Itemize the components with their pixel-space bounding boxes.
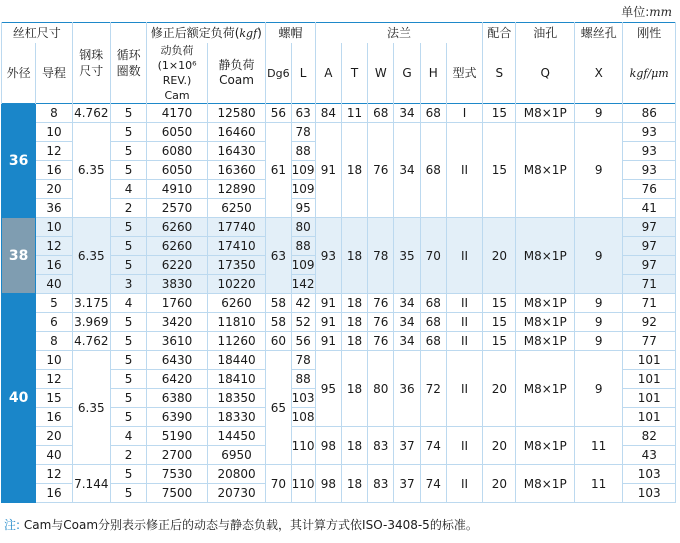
stiffness-cell: 76 [623,180,676,199]
L-cell: 108 [291,408,315,427]
coam-cell: 18440 [207,351,266,370]
H-cell: 74 [420,427,446,465]
H-cell: 70 [420,218,446,294]
lead-cell: 10 [36,218,72,237]
turns-cell: 5 [110,256,146,275]
coam-cell: 18410 [207,370,266,389]
G-cell: 34 [394,313,420,332]
coam-cell: 11810 [207,313,266,332]
table-row [2,332,676,351]
stiffness-cell: 101 [623,370,676,389]
type-cell: II [446,465,482,503]
T-cell: 11 [341,104,367,123]
X-cell: 9 [574,294,622,313]
X-header: X [574,43,622,104]
L-header: L [291,43,315,104]
stiffness-cell: 92 [623,313,676,332]
unit-label: 单位:mm [621,5,672,19]
lead-cell: 12 [36,465,72,484]
turns-cell: 5 [110,237,146,256]
footnote-label: 注: [4,518,21,532]
dg6-cell: 58 [266,294,291,313]
group-38 [2,218,676,294]
ball-cell: 7.144 [72,465,110,503]
screw-size-header: 丝杠尺寸 [2,23,73,44]
turns-cell: 2 [110,199,146,218]
S-cell: 15 [483,123,516,218]
lead-cell: 40 [36,446,72,465]
stiffness-cell: 86 [623,104,676,123]
cam-cell: 3610 [147,332,208,351]
oil-hole-header: 油孔 [516,23,575,44]
X-cell: 9 [574,104,622,123]
lead-cell: 8 [36,332,72,351]
outer-dia-cell: 36 [2,104,36,218]
dg6-cell: 63 [266,218,291,294]
ball-cell: 6.35 [72,218,110,294]
type-cell: II [446,427,482,465]
coam-cell: 10220 [207,275,266,294]
lead-cell: 20 [36,427,72,446]
L-cell: 88 [291,237,315,256]
S-cell: 20 [483,351,516,427]
table-row [2,313,676,332]
table-row [2,351,676,370]
lead-cell: 12 [36,370,72,389]
lead-cell: 20 [36,180,72,199]
H-cell: 72 [420,351,446,427]
turns-cell: 5 [110,142,146,161]
H-cell: 74 [420,465,446,503]
cam-cell: 6050 [147,161,208,180]
turns-cell: 5 [110,161,146,180]
H-header: H [420,43,446,104]
lead-cell: 8 [36,104,72,123]
ball-cell: 3.175 [72,294,110,313]
stiffness-cell: 97 [623,237,676,256]
A-cell: 98 [315,427,341,465]
coam-cell: 12890 [207,180,266,199]
screw-hole-header: 螺丝孔 [574,23,622,44]
turns-cell: 5 [110,465,146,484]
X-cell: 9 [574,351,622,427]
stiffness-cell: 101 [623,351,676,370]
group-40 [2,294,676,503]
flange-header: 法兰 [315,23,482,44]
ball-cell: 6.35 [72,351,110,465]
coam-cell: 20800 [207,465,266,484]
S-cell: 20 [483,465,516,503]
T-cell: 18 [341,218,367,294]
cam-cell: 6390 [147,408,208,427]
turns-cell: 5 [110,332,146,351]
lead-cell: 12 [36,237,72,256]
cam-cell: 6380 [147,389,208,408]
turns-cell: 5 [110,351,146,370]
outer-dia-cell: 38 [2,218,36,294]
coam-cell: 18330 [207,408,266,427]
W-cell: 80 [368,351,394,427]
S-cell: 15 [483,332,516,351]
G-cell: 37 [394,427,420,465]
L-cell: 109 [291,161,315,180]
dg6-cell: 60 [266,332,291,351]
L-cell: 56 [291,332,315,351]
turns-cell: 4 [110,180,146,199]
coam-cell: 17740 [207,218,266,237]
ball-screw-spec-table [1,22,676,503]
stiffness-cell: 97 [623,218,676,237]
W-cell: 76 [368,123,394,218]
type-cell: II [446,351,482,427]
dg6-header: Dg6 [266,43,291,104]
W-cell: 83 [368,427,394,465]
L-cell: 88 [291,370,315,389]
Q-cell: M8×1P [516,427,575,465]
Q-header: Q [516,43,575,104]
Q-cell: M8×1P [516,218,575,294]
T-cell: 18 [341,465,367,503]
X-cell: 11 [574,427,622,465]
G-cell: 34 [394,332,420,351]
W-cell: 68 [368,104,394,123]
coam-cell: 16460 [207,123,266,142]
stiffness-cell: 103 [623,484,676,503]
T-cell: 18 [341,332,367,351]
coam-cell: 6950 [207,446,266,465]
A-cell: 91 [315,332,341,351]
L-cell: 110 [291,427,315,465]
type-cell: II [446,123,482,218]
stiffness-cell: 93 [623,142,676,161]
table-row [2,123,676,142]
cam-cell: 3420 [147,313,208,332]
L-cell: 78 [291,351,315,370]
stiffness-cell: 103 [623,465,676,484]
X-cell: 9 [574,218,622,294]
W-cell: 78 [368,218,394,294]
turns-cell: 2 [110,446,146,465]
ball-size-header: 钢珠 尺寸 [72,23,110,104]
X-cell: 9 [574,123,622,218]
lead-cell: 10 [36,123,72,142]
W-cell: 76 [368,313,394,332]
S-header: S [483,43,516,104]
fit-header: 配合 [483,23,516,44]
type-cell: II [446,294,482,313]
cam-cell: 6260 [147,237,208,256]
cam-cell: 1760 [147,294,208,313]
L-cell: 109 [291,180,315,199]
coam-cell: 11260 [207,332,266,351]
G-cell: 34 [394,104,420,123]
Q-cell: M8×1P [516,465,575,503]
L-cell: 63 [291,104,315,123]
L-cell: 142 [291,275,315,294]
stiffness-unit-header: kgf/μm [623,43,676,104]
dynamic-load-header: 动负荷 (1×10⁶ REV.) Cam [147,43,208,104]
cam-cell: 7530 [147,465,208,484]
type-header: 型式 [446,43,482,104]
T-cell: 18 [341,427,367,465]
cam-cell: 6220 [147,256,208,275]
W-cell: 76 [368,294,394,313]
T-header: T [341,43,367,104]
stiffness-header: 刚性 [623,23,676,44]
L-cell: 103 [291,389,315,408]
L-cell: 80 [291,218,315,237]
type-cell: II [446,313,482,332]
cam-cell: 2570 [147,199,208,218]
H-cell: 68 [420,104,446,123]
coam-cell: 17410 [207,237,266,256]
L-cell: 109 [291,256,315,275]
footnote-text: Cam与Coam分别表示修正后的动态与静态负载，其计算方式依ISO-3408-5的标准。 [20,518,478,532]
turns-cell: 5 [110,408,146,427]
stiffness-cell: 82 [623,427,676,446]
stiffness-cell: 93 [623,161,676,180]
turns-cell: 4 [110,427,146,446]
H-cell: 68 [420,123,446,218]
dg6-cell: 70 [266,465,291,503]
stiffness-cell: 71 [623,294,676,313]
A-cell: 84 [315,104,341,123]
circuits-header: 循环 圈数 [110,23,146,104]
coam-cell: 16430 [207,142,266,161]
lead-cell: 16 [36,484,72,503]
cam-cell: 7500 [147,484,208,503]
cam-cell: 6430 [147,351,208,370]
L-cell: 95 [291,199,315,218]
L-cell: 52 [291,313,315,332]
turns-cell: 5 [110,389,146,408]
cam-cell: 6260 [147,218,208,237]
turns-cell: 5 [110,313,146,332]
Q-cell: M8×1P [516,313,575,332]
S-cell: 20 [483,218,516,294]
T-cell: 18 [341,313,367,332]
group-36 [2,104,676,218]
S-cell: 20 [483,427,516,465]
A-cell: 91 [315,123,341,218]
lead-cell: 10 [36,351,72,370]
S-cell: 15 [483,313,516,332]
outer-dia-header: 外径 [2,43,36,104]
type-cell: I [446,104,482,123]
A-cell: 91 [315,294,341,313]
G-header: G [394,43,420,104]
L-cell: 110 [291,465,315,503]
A-header: A [315,43,341,104]
X-cell: 9 [574,332,622,351]
G-cell: 36 [394,351,420,427]
G-cell: 37 [394,465,420,503]
H-cell: 68 [420,332,446,351]
dg6-cell: 58 [266,313,291,332]
W-cell: 83 [368,465,394,503]
lead-cell: 16 [36,161,72,180]
cam-cell: 2700 [147,446,208,465]
static-load-header: 静负荷 Coam [207,43,266,104]
stiffness-cell: 41 [623,199,676,218]
dg6-cell: 65 [266,351,291,465]
L-cell: 42 [291,294,315,313]
rated-load-header: 修正后额定负荷(kgf) [147,23,266,44]
type-cell: II [446,332,482,351]
ball-cell: 4.762 [72,332,110,351]
stiffness-cell: 43 [623,446,676,465]
W-cell: 76 [368,332,394,351]
coam-cell: 20730 [207,484,266,503]
cam-cell: 4170 [147,104,208,123]
coam-cell: 6260 [207,294,266,313]
coam-cell: 6250 [207,199,266,218]
stiffness-cell: 101 [623,408,676,427]
ball-cell: 4.762 [72,104,110,123]
turns-cell: 5 [110,104,146,123]
A-cell: 91 [315,313,341,332]
table-row [2,104,676,123]
cam-cell: 5190 [147,427,208,446]
G-cell: 34 [394,123,420,218]
turns-cell: 5 [110,218,146,237]
lead-cell: 5 [36,294,72,313]
lead-header: 导程 [36,43,72,104]
lead-cell: 12 [36,142,72,161]
dg6-cell: 61 [266,123,291,218]
table-row [2,294,676,313]
lead-cell: 16 [36,256,72,275]
cam-cell: 6080 [147,142,208,161]
coam-cell: 14450 [207,427,266,446]
H-cell: 68 [420,313,446,332]
turns-cell: 5 [110,370,146,389]
cam-cell: 3830 [147,275,208,294]
Q-cell: M8×1P [516,332,575,351]
L-cell: 88 [291,142,315,161]
outer-dia-cell: 40 [2,294,36,503]
turns-cell: 5 [110,484,146,503]
Q-cell: M8×1P [516,123,575,218]
ball-cell: 6.35 [72,123,110,218]
T-cell: 18 [341,123,367,218]
A-cell: 95 [315,351,341,427]
stiffness-cell: 71 [623,275,676,294]
G-cell: 34 [394,294,420,313]
lead-cell: 16 [36,408,72,427]
cam-cell: 4910 [147,180,208,199]
T-cell: 18 [341,294,367,313]
cam-cell: 6050 [147,123,208,142]
S-cell: 15 [483,294,516,313]
X-cell: 9 [574,313,622,332]
footnote [4,516,478,533]
lead-cell: 15 [36,389,72,408]
stiffness-cell: 101 [623,389,676,408]
lead-cell: 6 [36,313,72,332]
coam-cell: 12580 [207,104,266,123]
lead-cell: 36 [36,199,72,218]
coam-cell: 18350 [207,389,266,408]
coam-cell: 17350 [207,256,266,275]
X-cell: 11 [574,465,622,503]
turns-cell: 5 [110,123,146,142]
stiffness-cell: 77 [623,332,676,351]
G-cell: 35 [394,218,420,294]
A-cell: 93 [315,218,341,294]
T-cell: 18 [341,351,367,427]
ball-cell: 3.969 [72,313,110,332]
Q-cell: M8×1P [516,351,575,427]
turns-cell: 3 [110,275,146,294]
stiffness-cell: 97 [623,256,676,275]
dg6-cell: 56 [266,104,291,123]
W-header: W [368,43,394,104]
nut-header: 螺帽 [266,23,315,44]
type-cell: II [446,218,482,294]
coam-cell: 16360 [207,161,266,180]
Q-cell: M8×1P [516,294,575,313]
stiffness-cell: 93 [623,123,676,142]
table-row [2,465,676,484]
H-cell: 68 [420,294,446,313]
S-cell: 15 [483,104,516,123]
table-row [2,218,676,237]
A-cell: 98 [315,465,341,503]
turns-cell: 4 [110,294,146,313]
Q-cell: M8×1P [516,104,575,123]
L-cell: 78 [291,123,315,142]
lead-cell: 40 [36,275,72,294]
cam-cell: 6420 [147,370,208,389]
